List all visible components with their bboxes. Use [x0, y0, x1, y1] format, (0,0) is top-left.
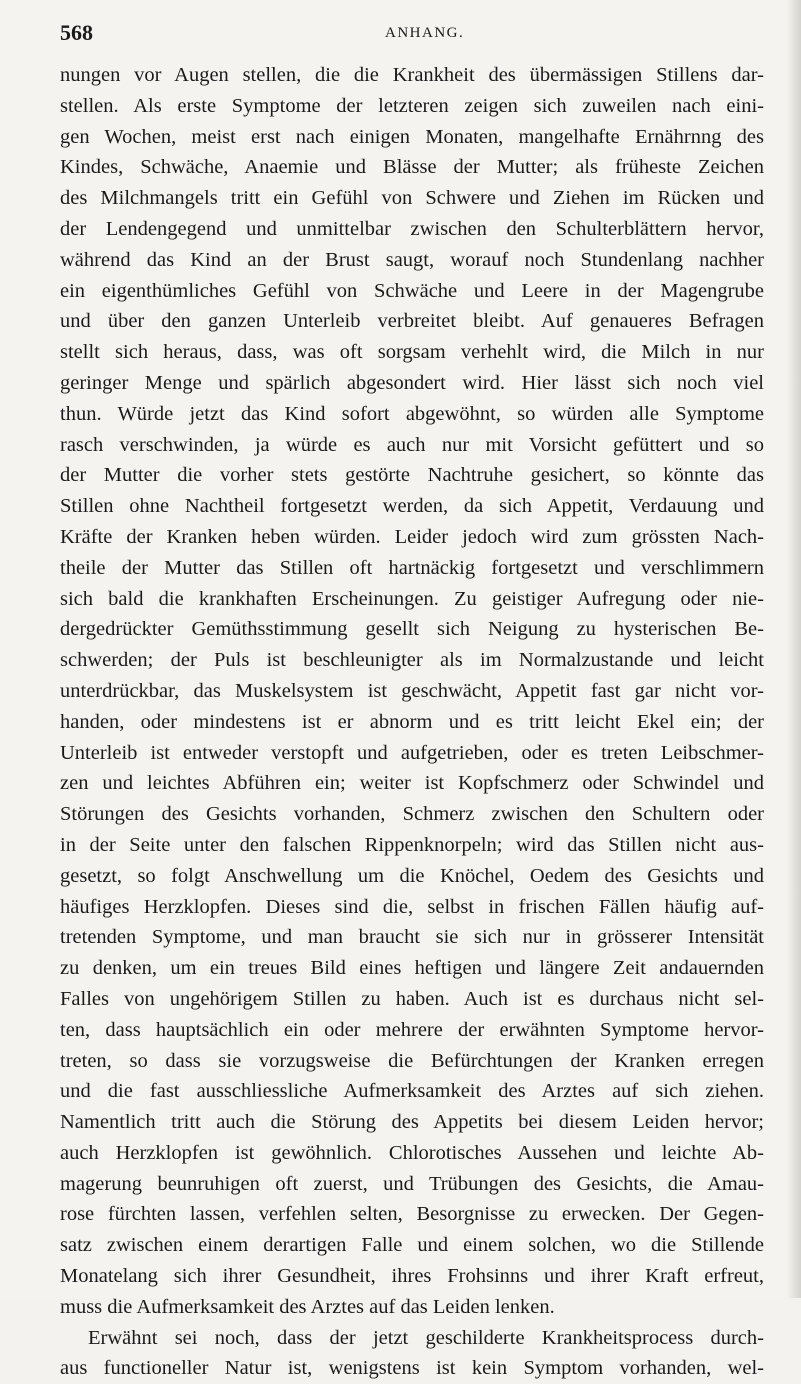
text-line: ten, dass hauptsächlich ein oder mehrere der erwähnten Symptome hervor- — [60, 1018, 764, 1041]
page-header — [60, 20, 760, 46]
text-line: und über den ganzen Unterleib verbreitet bleibt. Auf genaueres Befragen — [60, 310, 764, 333]
text-line: während das Kind an der Brust saugt, worauf noch Stundenlang nachher — [60, 248, 764, 271]
text-line: zen und leichtes Abführen ein; weiter ist Kopfschmerz oder Schwindel und — [60, 772, 764, 795]
text-line: Falles von ungehörigem Stillen zu haben. Auch ist es durchaus nicht sel- — [60, 987, 764, 1010]
text-line: Kindes, Schwäche, Anaemie und Blässe der Mutter; als früheste Zeichen — [60, 156, 764, 179]
text-line: rose fürchten lassen, verfehlen selten, Besorgnisse zu erwecken. Der Gegen- — [60, 1203, 764, 1226]
text-line: sich bald die krankhaften Erscheinungen. Zu geistiger Aufregung oder nie- — [60, 587, 764, 610]
text-line: Unterleib ist entweder verstopft und aufgetrieben, oder es treten Leibschmer- — [60, 741, 764, 764]
text-line: thun. Würde jetzt das Kind sofort abgewöhnt, so würden alle Symptome — [60, 402, 764, 425]
text-line: der Lendengegend und unmittelbar zwischen den Schulterblättern hervor, — [60, 217, 764, 240]
text-line: handen, oder mindestens ist er abnorm und es tritt leicht Ekel ein; der — [60, 710, 764, 733]
text-line: häufiges Herzklopfen. Dieses sind die, selbst in frischen Fällen häufig auf- — [60, 895, 764, 918]
text-line: stellt sich heraus, dass, was oft sorgsam verhehlt wird, die Milch in nur — [60, 341, 764, 364]
text-line: auch Herzklopfen ist gewöhnlich. Chlorotisches Aussehen und leichte Ab- — [60, 1141, 764, 1164]
text-line: Störungen des Gesichts vorhanden, Schmerz zwischen den Schultern oder — [60, 803, 764, 826]
text-line: aus functioneller Natur ist, wenigstens ist kein Symptom vorhanden, wel- — [60, 1357, 764, 1380]
text-line: und die fast ausschliessliche Aufmerksamkeit des Arztes auf sich ziehen. — [60, 1080, 764, 1103]
text-line: Stillen ohne Nachtheil fortgesetzt werden, da sich Appetit, Verdauung und — [60, 495, 764, 518]
body-text — [60, 60, 764, 1384]
text-line: magerung beunruhigen oft zuerst, und Trübungen des Gesichts, die Amau- — [60, 1172, 764, 1195]
text-line: schwerden; der Puls ist beschleunigter als im Normalzustande und leicht — [60, 649, 764, 672]
text-line: der Mutter die vorher stets gestörte Nachtruhe gesichert, so könnte das — [60, 464, 764, 487]
text-line: treten, so dass sie vorzugsweise die Befürchtungen der Kranken erregen — [60, 1049, 764, 1072]
page-edge-shadow — [787, 0, 801, 1298]
text-line: des Milchmangels tritt ein Gefühl von Schwere und Ziehen im Rücken und — [60, 187, 764, 210]
text-line: gesetzt, so folgt Anschwellung um die Knöchel, Oedem des Gesichts und — [60, 864, 764, 887]
page-number: 568 — [60, 20, 93, 45]
text-line: tretenden Symptome, und man braucht sie sich nur in grösserer Intensität — [60, 926, 764, 949]
text-line: gen Wochen, meist erst nach einigen Monaten, mangelhafte Ernährnng des — [60, 125, 764, 148]
text-line: nungen vor Augen stellen, die die Krankheit des übermässigen Stillens dar- — [60, 64, 764, 86]
text-line: rasch verschwinden, ja würde es auch nur mit Vorsicht gefüttert und so — [60, 433, 764, 456]
text-line: in der Seite unter den falschen Rippenknorpeln; wird das Stillen nicht aus- — [60, 833, 764, 856]
text-line: unterdrückbar, das Muskelsystem ist geschwächt, Appetit fast gar nicht vor- — [60, 679, 764, 702]
text-line: stellen. Als erste Symptome der letzteren zeigen sich zuweilen nach eini- — [60, 94, 764, 117]
text-line: zu denken, um ein treues Bild eines heftigen und längere Zeit andauernden — [60, 957, 764, 980]
text-line: Monatelang sich ihrer Gesundheit, ihres Frohsinns und ihrer Kraft erfreut, — [60, 1265, 764, 1288]
text-line: muss die Aufmerksamkeit des Arztes auf das Leiden lenken. — [60, 1295, 555, 1318]
text-line: ein eigenthümliches Gefühl von Schwäche und Leere in der Magengrube — [60, 279, 764, 302]
text-line: Namentlich tritt auch die Störung des Appetits bei diesem Leiden hervor; — [60, 1111, 764, 1134]
text-line: satz zwischen einem derartigen Falle und einem solchen, wo die Stillende — [60, 1234, 764, 1257]
text-line: Erwähnt sei noch, dass der jetzt geschilderte Krankheitsprocess durch- — [88, 1326, 764, 1349]
text-line: dergedrückter Gemüthsstimmung gesellt sich Neigung zu hysterischen Be- — [60, 618, 764, 641]
text-line: Kräfte der Kranken heben würden. Leider jedoch wird zum grössten Nach- — [60, 525, 764, 548]
text-line: theile der Mutter das Stillen oft hartnäckig fortgesetzt und verschlimmern — [60, 556, 764, 579]
running-head: ANHANG. — [385, 25, 465, 41]
text-line: geringer Menge und spärlich abgesondert wird. Hier lässt sich noch viel — [60, 371, 764, 394]
